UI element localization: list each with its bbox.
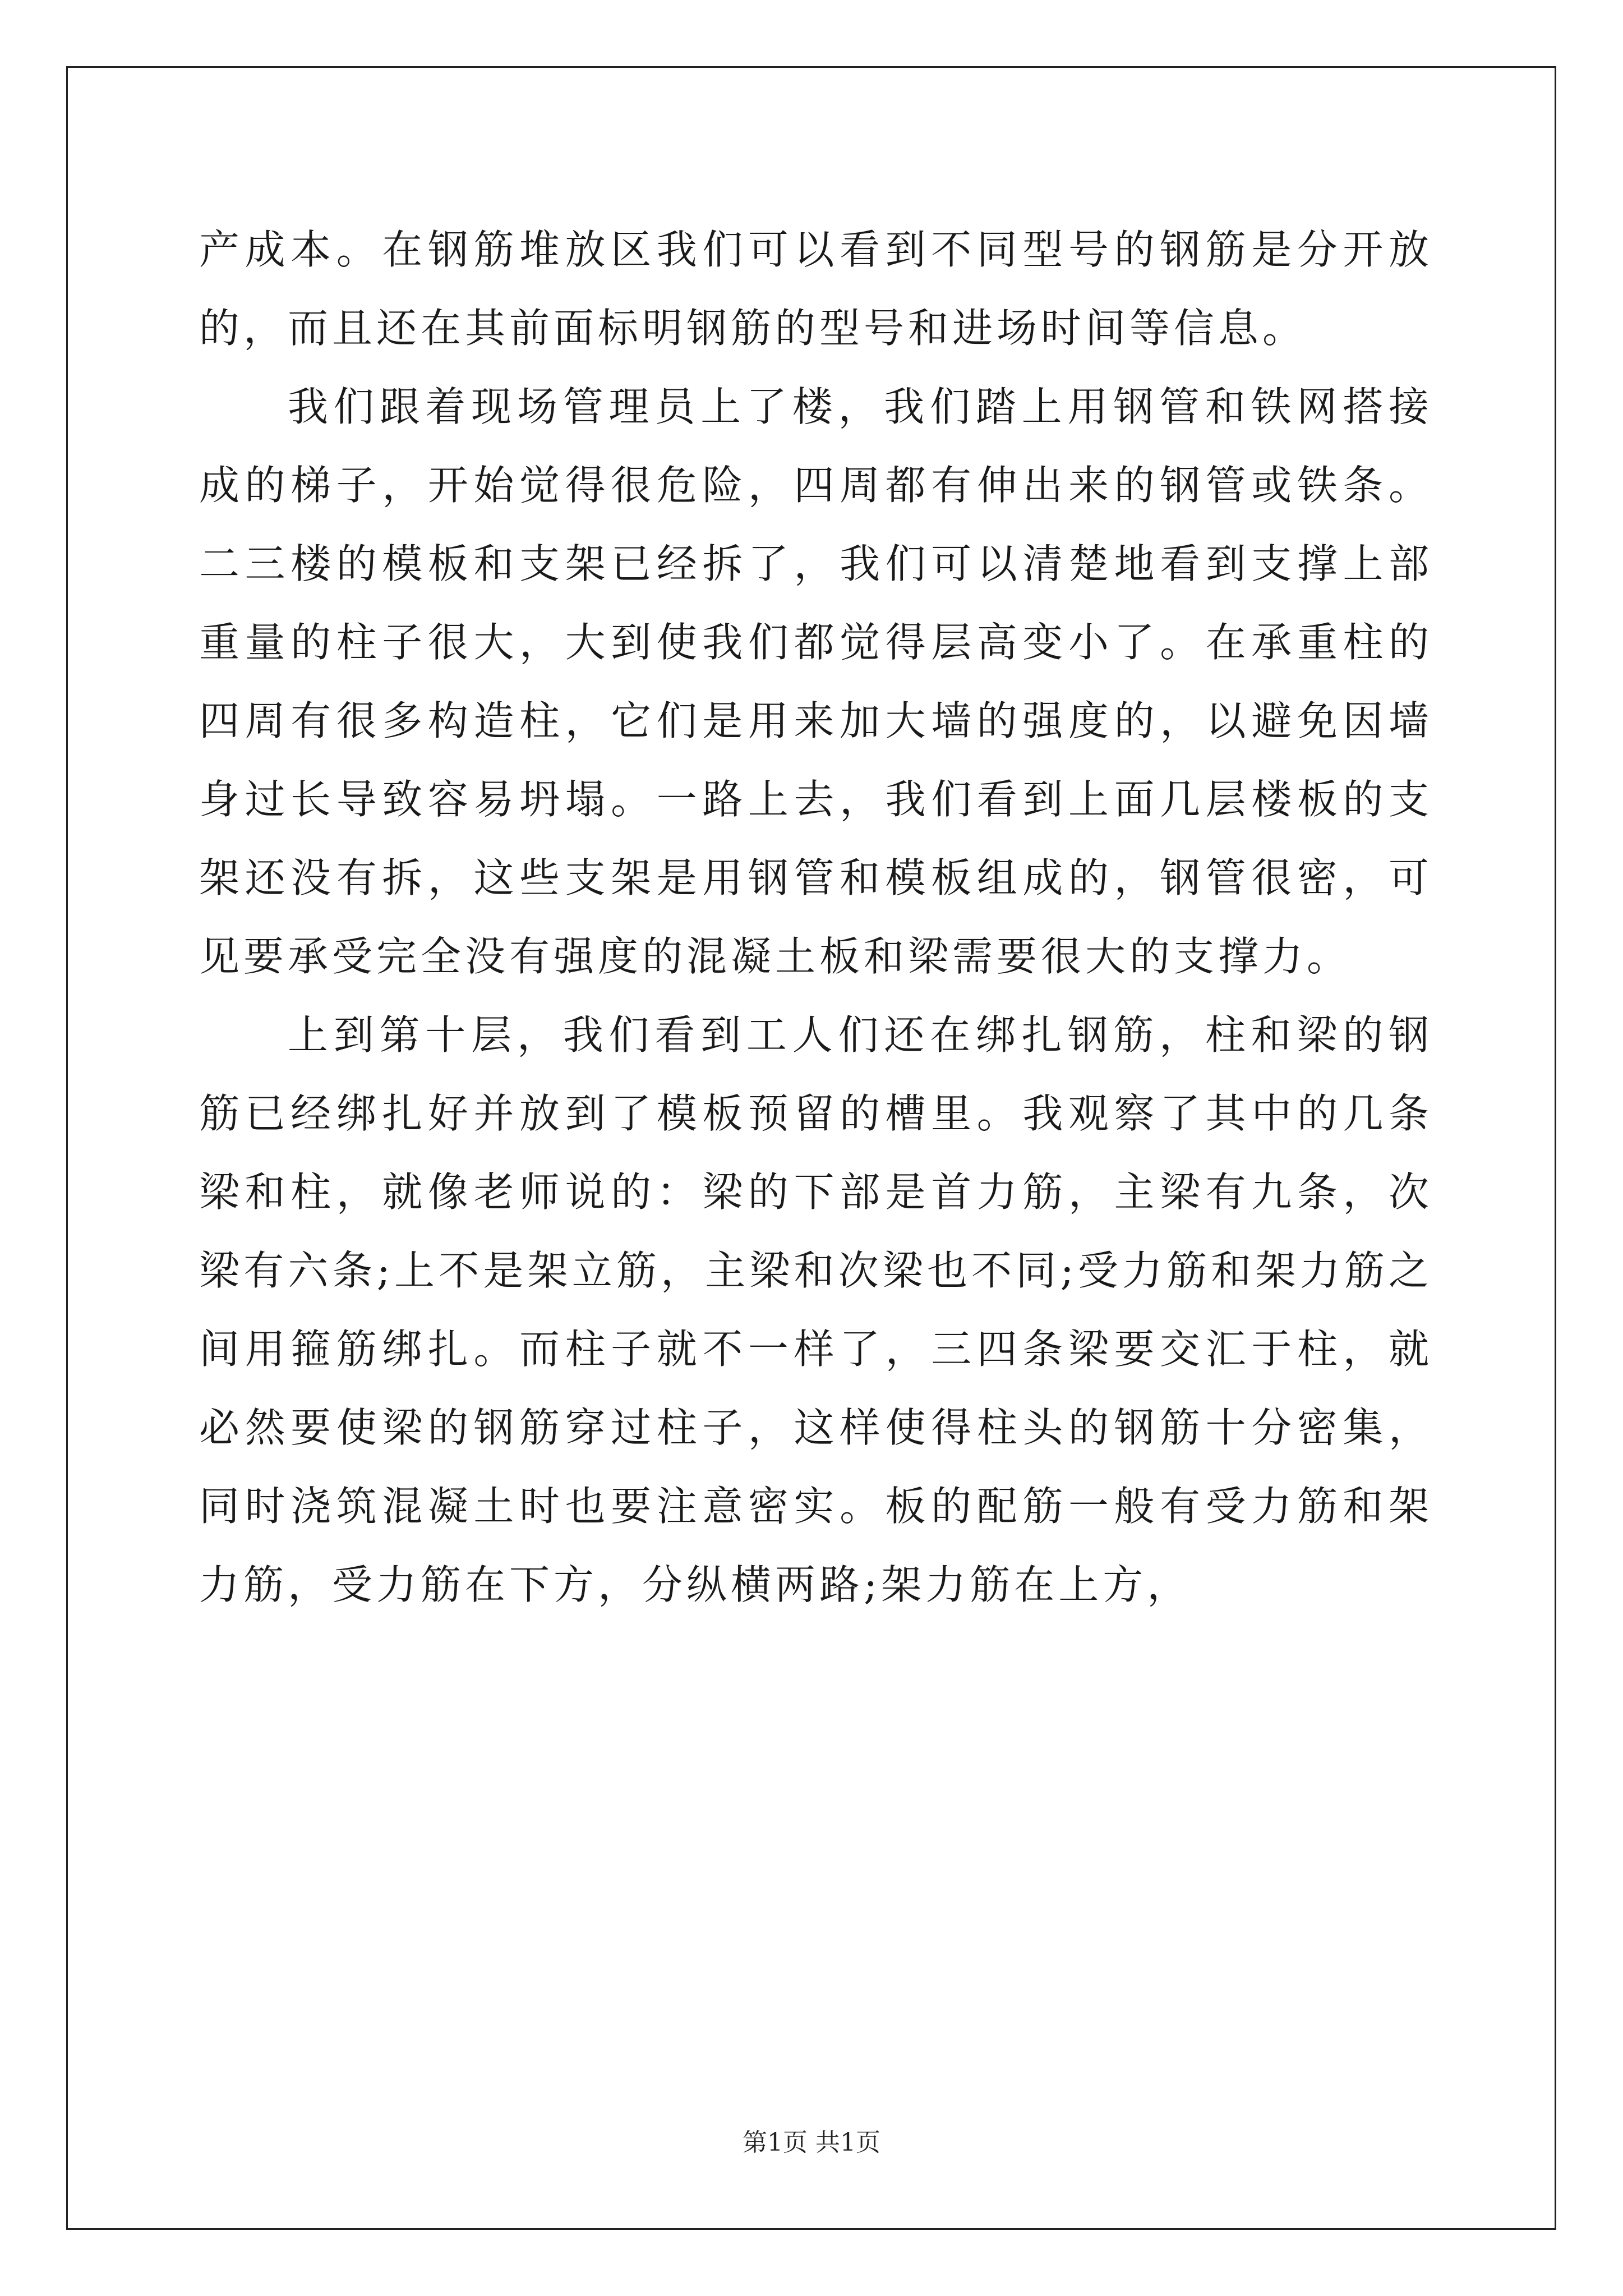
document-body: [199, 210, 1433, 1624]
paragraph-2: 我们跟着现场管理员上了楼，我们踏上用钢管和铁网搭接成的梯子，开始觉得很危险，四周都有伸出来的钢管或铁条。二三楼的模板和支架已经拆了，我们可以清楚地看到支撑上部重量的柱子很大，大到使我们都觉得层高变小了。在承重柱的四周有很多构造柱，它们是用来加大墙的强度的，以避免因墙身过长导致容易坍塌。一路上去，我们看到上面几层楼板的支架还没有拆，这些支架是用钢管和模板组成的，钢管很密，可见要承受完全没有强度的混凝土板和梁需要很大的支撑力。: [199, 383, 1433, 980]
paragraph-1: 产成本。在钢筋堆放区我们可以看到不同型号的钢筋是分开放的，而且还在其前面标明钢筋的型号和进场时间等信息。: [199, 226, 1433, 352]
page-number: 第1页 共1页: [743, 2128, 880, 2157]
paragraph-3: 上到第十层，我们看到工人们还在绑扎钢筋，柱和梁的钢筋已经绑扎好并放到了模板预留的槽里。我观察了其中的几条梁和柱，就像老师说的：梁的下部是首力筋，主梁有九条，次梁有六条;上不是架立筋，主梁和次梁也不同;受力筋和架力筋之间用箍筋绑扎。而柱子就不一样了，三四条梁要交汇于柱，就必然要使梁的钢筋穿过柱子，这样使得柱头的钢筋十分密集，同时浇筑混凝土时也要注意密实。板的配筋一般有受力筋和架力筋，受力筋在下方，分纵横两路;架力筋在上方，: [199, 1011, 1433, 1608]
